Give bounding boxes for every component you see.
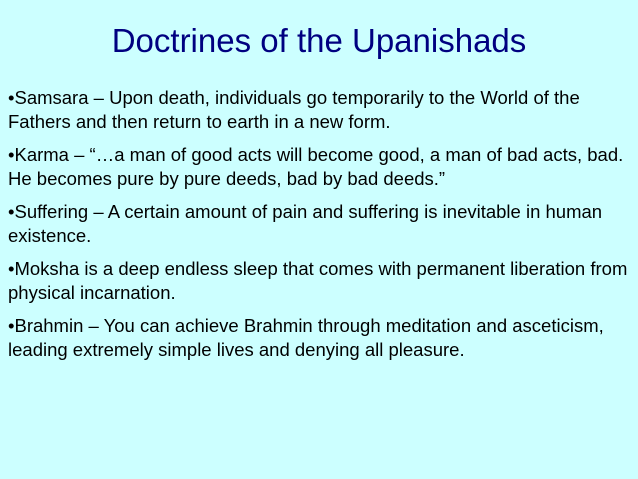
bullet-marker: •	[8, 201, 15, 222]
bullet-text-suffering: Suffering – A certain amount of pain and suffering is inevitable in human existence.	[8, 201, 603, 246]
bullet-marker: •	[8, 258, 15, 279]
bullet-text-karma: Karma – “…a man of good acts will become good, a man of bad acts, bad. He becomes pure by pure deeds, bad by bad deeds.”	[8, 144, 624, 189]
bullet-list	[8, 86, 630, 371]
bullet-marker: •	[8, 144, 15, 165]
bullet-karma	[8, 143, 630, 191]
slide-title: Doctrines of the Upanishads	[111, 22, 527, 59]
bullet-marker: •	[8, 315, 15, 336]
bullet-text-moksha: Moksha is a deep endless sleep that comes with permanent liberation from physical incarnation.	[8, 258, 628, 303]
bullet-text-samsara: Samsara – Upon death, individuals go temporarily to the World of the Fathers and then return to earth in a new form.	[8, 87, 580, 132]
bullet-moksha	[8, 257, 630, 305]
bullet-marker: •	[8, 87, 15, 108]
bullet-brahmin	[8, 314, 630, 362]
bullet-text-brahmin: Brahmin – You can achieve Brahmin through meditation and asceticism, leading extremely simple lives and denying all pleasure.	[8, 315, 604, 360]
bullet-samsara	[8, 86, 630, 134]
bullet-suffering	[8, 200, 630, 248]
